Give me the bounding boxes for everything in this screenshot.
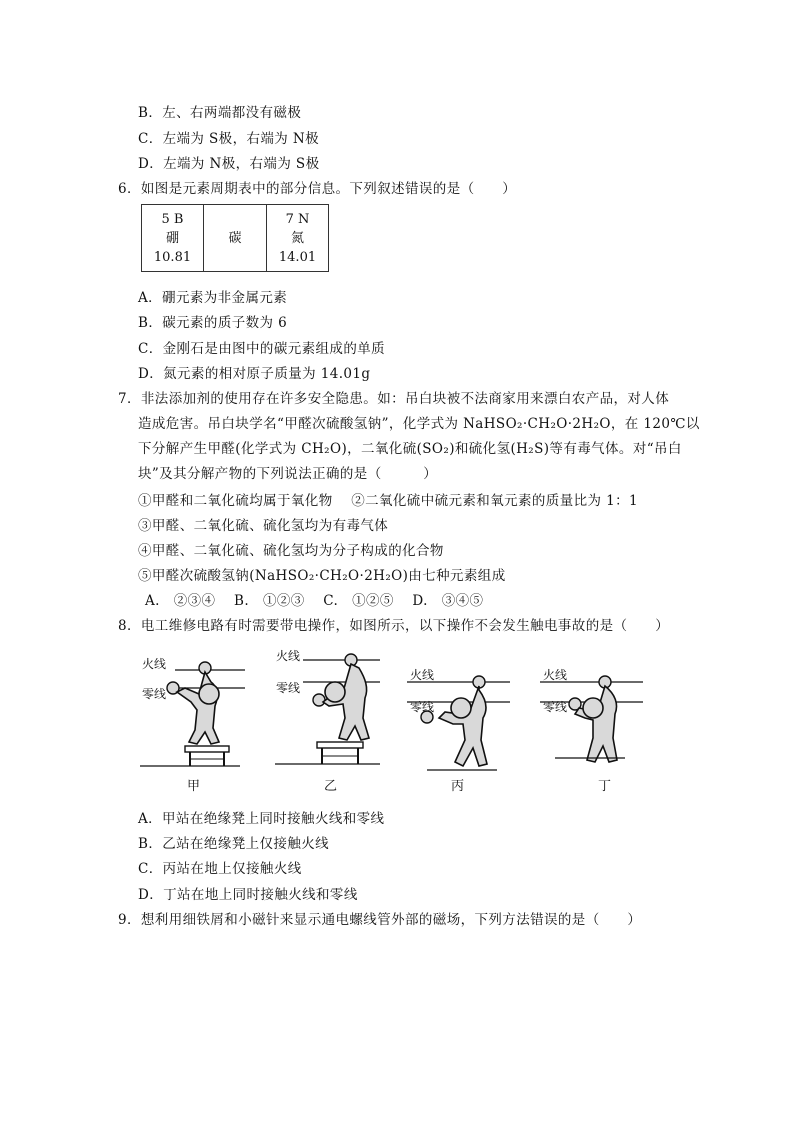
fire-wire-label-jia: 火线: [142, 657, 167, 671]
zero-wire-label-jia: 零线: [142, 687, 167, 701]
boron-number: 5 B: [161, 211, 184, 227]
fire-wire-label-bing: 火线: [410, 668, 435, 682]
electrician-figure: [135, 642, 655, 802]
nitrogen-number: 7 N: [285, 211, 310, 227]
q5-option-d: D．左端为 N极，右端为 S极: [138, 156, 320, 172]
boron-mass: 10.81: [153, 249, 192, 265]
q7-statement-5: ⑤甲醛次硫酸氢钠(NaHSO₂·CH₂O·2H₂O)由七种元素组成: [138, 568, 506, 584]
fire-wire-label-ding: 火线: [543, 668, 568, 682]
figure-bing: [407, 676, 510, 770]
q7-statement-4: ④甲醛、二氧化硫、硫化氢均为分子构成的化合物: [138, 543, 444, 559]
fire-wire-label-yi: 火线: [276, 649, 301, 663]
element-cell-boron: [142, 205, 204, 272]
q8-option-c: C．丙站在地上仅接触火线: [138, 861, 302, 877]
periodic-table-excerpt: [141, 204, 329, 272]
figure-label-jia: 甲: [187, 779, 201, 794]
q9-stem: 9．想利用细铁屑和小磁针来显示通电螺线管外部的磁场，下列方法错误的是（ ）: [118, 912, 642, 928]
q6-option-b: B．碳元素的质子数为 6: [138, 315, 288, 331]
q7-stem-line3: 下分解产生甲醛(化学式为 CH₂O)，二氧化硫(SO₂)和硫化氢(H₂S)等有毒气体。对“吊白: [138, 441, 682, 457]
q5-option-b: B．左、右两端都没有磁极: [138, 105, 302, 121]
figure-label-ding: 丁: [598, 779, 612, 794]
zero-wire-label-yi: 零线: [276, 681, 301, 695]
element-cell-nitrogen: [267, 205, 329, 272]
q7-stem-line1: 7．非法添加剂的使用存在许多安全隐患。如：吊白块被不法商家用来漂白农产品，对人体: [118, 391, 670, 407]
nitrogen-name: 氮: [290, 230, 304, 246]
q8-option-a: A．甲站在绝缘凳上同时接触火线和零线: [138, 811, 385, 827]
q7-choices: A. ②③④ B. ①②③ C. ①②⑤ D. ③④⑤: [145, 593, 484, 609]
q7-stem-line4: 块”及其分解产物的下列说法正确的是（ ）: [138, 466, 438, 482]
figure-ding: [540, 676, 643, 762]
element-cell-carbon: [204, 205, 267, 272]
q7-statement-3: ③甲醛、二氧化硫、硫化氢均为有毒气体: [138, 518, 389, 534]
figure-label-yi: 乙: [324, 779, 338, 794]
q6-option-c: C．金刚石是由图中的碳元素组成的单质: [138, 341, 386, 357]
boron-name: 硼: [165, 230, 179, 246]
figure-label-bing: 丙: [451, 779, 465, 794]
figure-jia: [140, 662, 245, 766]
q7-stem-line2: 造成危害。吊白块学名“甲醛次硫酸氢钠”，化学式为 NaHSO₂·CH₂O·2H₂O，在 120℃以: [138, 416, 700, 432]
q6-option-d: D．氮元素的相对原子质量为 14.01g: [138, 366, 371, 382]
zero-wire-label-bing: 零线: [410, 700, 435, 714]
q6-option-a: A．硼元素为非金属元素: [138, 290, 288, 306]
figure-yi: [275, 654, 380, 764]
carbon-name: 碳: [228, 230, 242, 246]
q6-stem: 6．如图是元素周期表中的部分信息。下列叙述错误的是（ ）: [118, 181, 517, 197]
q5-option-c: C．左端为 S极，右端为 N极: [138, 131, 319, 147]
q8-option-d: D．丁站在地上同时接触火线和零线: [138, 887, 358, 903]
electrician-illustration: [135, 642, 655, 802]
q7-statement-1-2: ①甲醛和二氧化硫均属于氧化物 ②二氧化硫中硫元素和氧元素的质量比为 1：1: [138, 493, 638, 509]
zero-wire-label-ding: 零线: [543, 700, 568, 714]
q8-stem: 8．电工维修电路有时需要带电操作，如图所示，以下操作不会发生触电事故的是（ ）: [118, 618, 670, 634]
nitrogen-mass: 14.01: [278, 249, 317, 265]
q8-option-b: B．乙站在绝缘凳上仅接触火线: [138, 836, 330, 852]
